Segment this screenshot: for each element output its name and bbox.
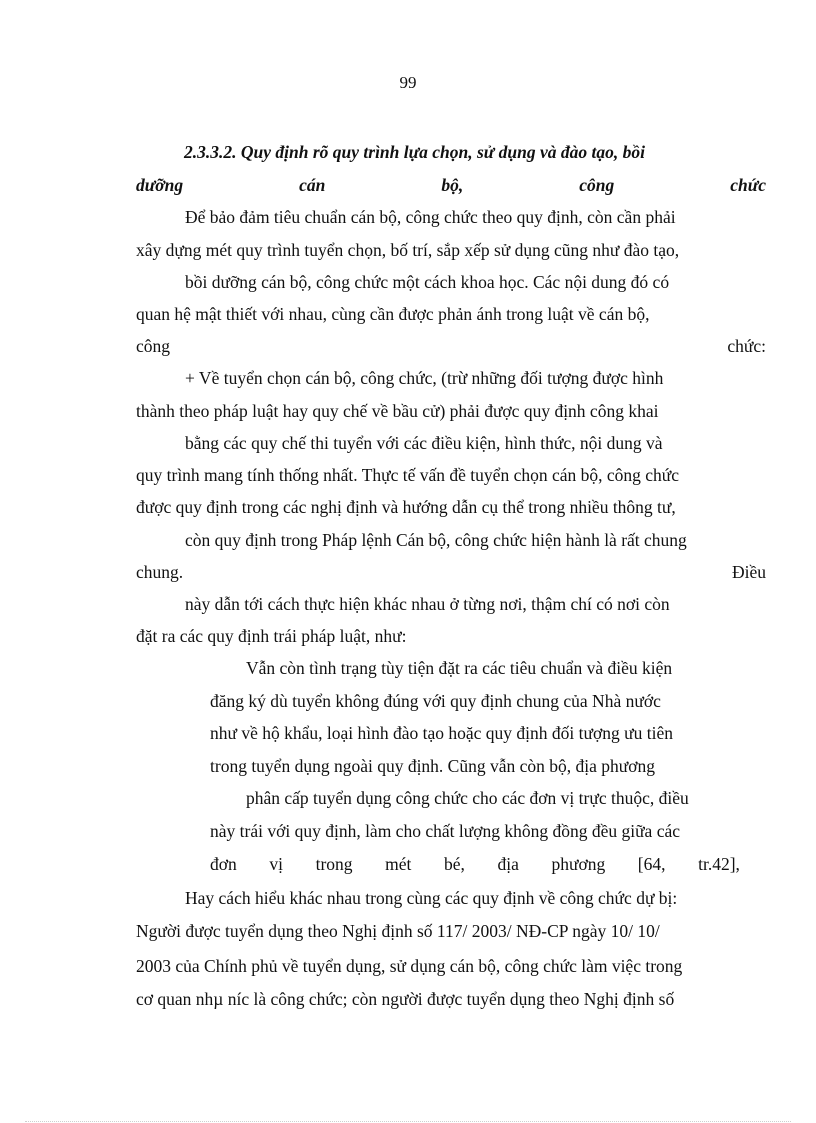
quote-word: địa <box>497 854 519 874</box>
quote-word: mét <box>385 854 412 874</box>
quote-last-line <box>210 853 740 875</box>
body-line: Hay cách hiểu khác nhau trong cùng các quy định về công chức dự bị: <box>185 888 678 908</box>
split-left-text: chung. <box>136 562 184 582</box>
heading-word: bộ, <box>441 175 464 195</box>
page-number: 99 <box>399 73 417 92</box>
body-line: + Về tuyển chọn cán bộ, công chức, (trừ những đối tượng được hình <box>185 368 664 388</box>
heading-word: cán <box>299 175 326 195</box>
body-line: bằng các quy chế thi tuyển với các điều kiện, hình thức, nội dung và <box>185 433 663 453</box>
body-line: cơ quan nhµ níc là công chức; còn người được tuyển dụng theo Nghị định số <box>136 989 675 1009</box>
body-line: này dẫn tới cách thực hiện khác nhau ở từng nơi, thậm chí có nơi còn <box>185 594 670 614</box>
split-right-text: Điều <box>731 562 766 582</box>
split-right-text: chức: <box>727 336 766 356</box>
quote-word: [64, <box>637 854 666 874</box>
page-bottom-border <box>25 1121 791 1122</box>
heading-word: công <box>579 175 615 195</box>
body-line: quan hệ mật thiết với nhau, cùng cần được phản ánh trong luật về cán bộ, <box>136 304 650 324</box>
quote-line: phân cấp tuyển dụng công chức cho các đơn vị trực thuộc, điều <box>246 788 689 808</box>
quote-line: Vẫn còn tình trạng tùy tiện đặt ra các tiêu chuẩn và điều kiện <box>246 658 673 678</box>
quote-line: này trái với quy định, làm cho chất lượng không đồng đều giữa các <box>210 821 681 841</box>
quote-word: bé, <box>443 854 465 874</box>
quote-word: tr.42], <box>698 854 740 874</box>
quote-word: vị <box>269 854 283 874</box>
quote-line: đăng ký dù tuyển không đúng với quy định chung của Nhà nước <box>210 691 661 711</box>
quote-word: đơn <box>210 854 237 874</box>
body-split-line <box>136 335 766 357</box>
body-line: đặt ra các quy định trái pháp luật, như: <box>136 626 407 646</box>
quote-line: trong tuyển dụng ngoài quy định. Cũng vẫn còn bộ, địa phương <box>210 756 656 776</box>
body-line: quy trình mang tính thống nhất. Thực tế vấn đề tuyển chọn cán bộ, công chức <box>136 465 680 485</box>
body-line: còn quy định trong Pháp lệnh Cán bộ, công chức hiện hành là rất chung <box>185 530 687 550</box>
body-split-line <box>136 561 766 583</box>
body-line: Để bảo đảm tiêu chuẩn cán bộ, công chức theo quy định, còn cần phải <box>185 207 676 227</box>
quote-word: trong <box>315 854 353 874</box>
heading-line-1: 2.3.3.2. Quy định rõ quy trình lựa chọn, sử dụng và đào tạo, bồi <box>184 142 645 162</box>
split-left-text: công <box>136 336 171 356</box>
body-line: thành theo pháp luật hay quy chế về bầu cử) phải được quy định công khai <box>136 401 659 421</box>
body-line: bồi dưỡng cán bộ, công chức một cách khoa học. Các nội dung đó có <box>185 272 670 292</box>
quote-line: như về hộ khẩu, loại hình đào tạo hoặc quy định đối tượng ưu tiên <box>210 723 673 743</box>
body-line: Người được tuyển dụng theo Nghị định số 117/ 2003/ NĐ-CP ngày 10/ 10/ <box>136 921 660 941</box>
quote-word: phương <box>551 854 606 874</box>
heading-line-2 <box>136 174 766 196</box>
body-line: xây dựng mét quy trình tuyển chọn, bố trí, sắp xếp sử dụng cũng như đào tạo, <box>136 240 680 260</box>
heading-word: dưỡng <box>136 175 184 195</box>
body-line: được quy định trong các nghị định và hướng dẫn cụ thể trong nhiều thông tư, <box>136 497 676 517</box>
body-line: 2003 của Chính phủ về tuyển dụng, sử dụng cán bộ, công chức làm việc trong <box>136 956 683 976</box>
heading-word: chức <box>730 175 766 195</box>
